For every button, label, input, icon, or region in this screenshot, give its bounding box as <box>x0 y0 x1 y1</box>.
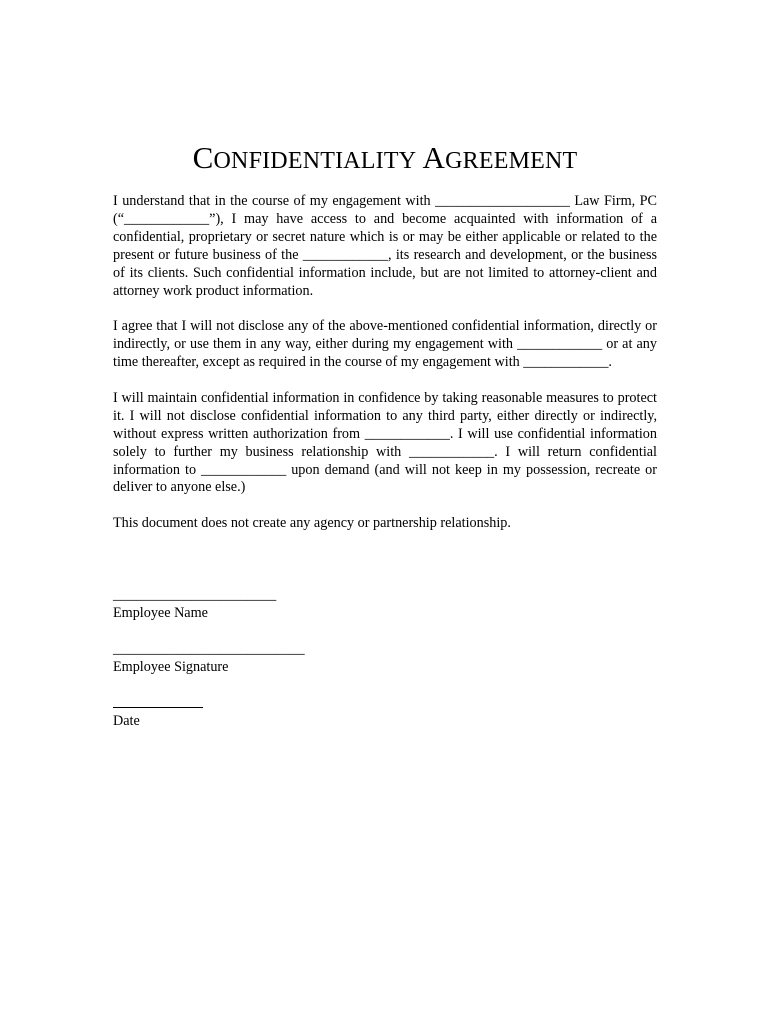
title-initial-c: C <box>192 140 214 175</box>
page-title <box>0 138 770 181</box>
title-word-agreement: GREEMENT <box>445 148 578 174</box>
employee-signature-block <box>113 640 305 676</box>
employee-name-line: _______________________ <box>113 587 277 603</box>
employee-name-label: Employee Name <box>113 605 208 621</box>
paragraph-no-agency: This document does not create any agency or partnership relationship. <box>113 515 511 532</box>
paragraph-non-disclosure: I agree that I will not disclose any of the above-mentioned confidential information, directly or indirectly, or use them in any way, either during my engagement with ____________ or at any time thereafter, except as required in the course of my engagement with ____________. <box>113 318 657 371</box>
date-line <box>113 707 203 708</box>
date-label: Date <box>113 713 140 729</box>
title-word-confidentiality: ONFIDENTIALITY <box>213 148 417 174</box>
agreement-body <box>113 193 657 551</box>
employee-signature-line: ___________________________ <box>113 641 305 657</box>
paragraph-engagement: I understand that in the course of my engagement with ___________________ Law Firm, PC (“____________”), I may have access to and become acquainted with information of a confidential, proprietary or secret nature which is or may be either applicable or related to the present or future business of the ____________, its research and development, or the business of its clients. Such confidential information include, but are not limited to attorney-client and attorney work product information. <box>113 193 657 299</box>
employee-signature-label: Employee Signature <box>113 659 229 675</box>
date-block <box>113 695 203 730</box>
title-initial-a: A <box>422 140 446 175</box>
paragraph-maintain-confidence: I will maintain confidential information in confidence by taking reasonable measures to protect it. I will not disclose confidential information to any third party, either directly or indirectly, without express written authorization from ____________. I will use confidential information solely to further my business relationship with ____________. I will return confidential information to ____________ upon demand (and will not keep in my possession, recreate or deliver to anyone else.) <box>113 389 657 496</box>
employee-name-block <box>113 586 276 622</box>
